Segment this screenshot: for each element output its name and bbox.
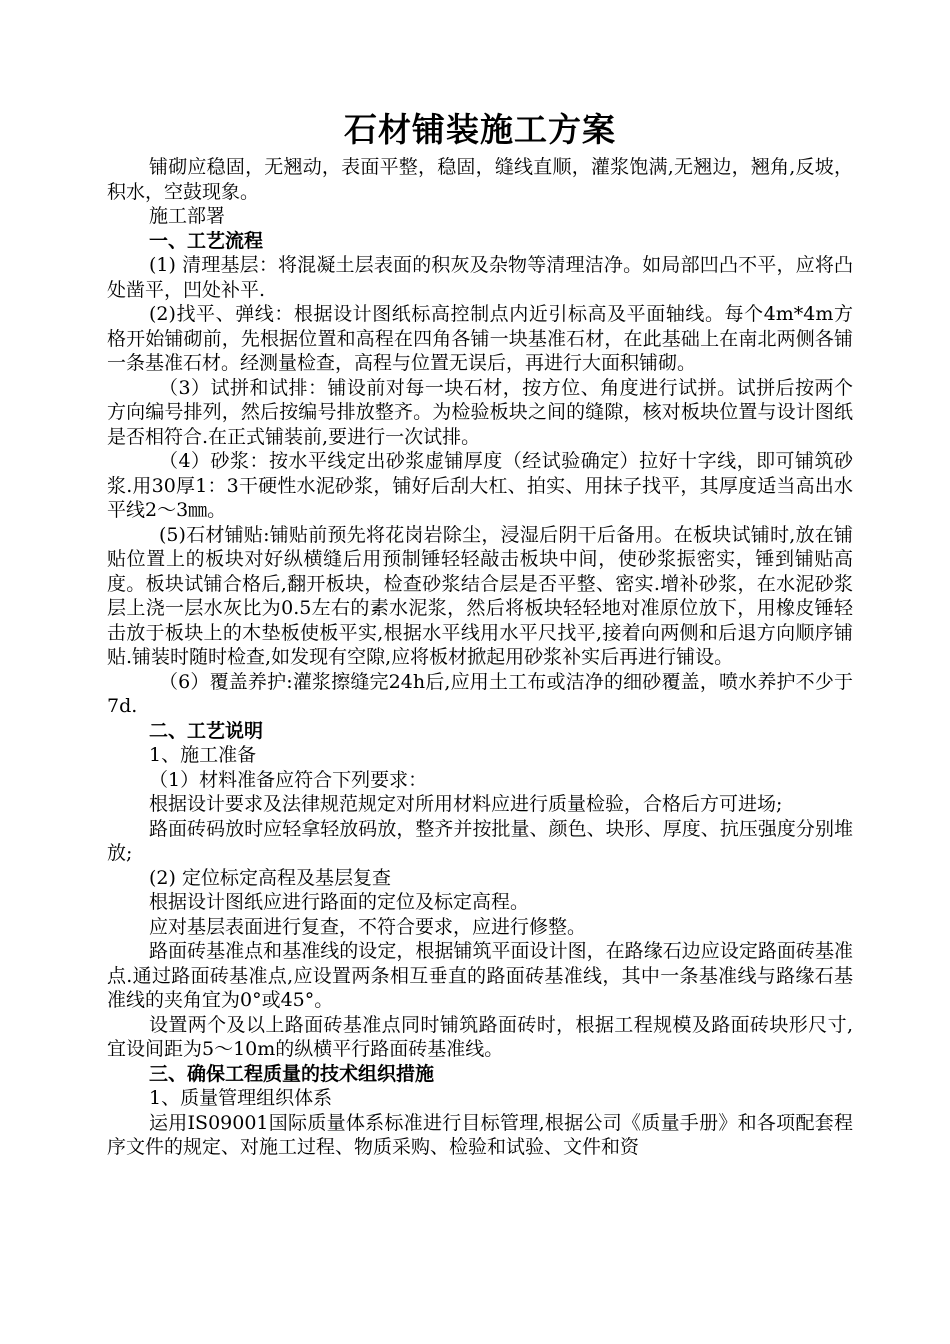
item-positioning: (2) 定位标定高程及基层复查 (149, 866, 391, 889)
subheading-quality-system: 1、质量管理组织体系 (149, 1087, 333, 1109)
item-material-preparation: （1）材料准备应符合下列要求： (149, 768, 428, 791)
paragraph-material-inspection: 根据设计要求及法律规范规定对所用材料应进行质量检验，合格后方可进场; (149, 793, 783, 815)
paragraph-stone-laying: (5)石材铺贴:铺贴前预先将花岗岩除尘，浸湿后阴干后备用。在板块试铺时,放在铺贴位置上的板块对好纵横缝后用预制锤轻轻敲击板块中间，使砂浆振密实，锤到铺贴高度。板块试铺合格后,翻开板块，检查砂浆结合层是否平整、密实.增补砂浆，在水泥砂浆层上浇一层水灰比为0.5左右的素水泥浆，然后将板块轻轻地对准原位放下，用橡皮锤轻击放于板块上的木垫板使板平实,根据水平线用水平尺找平,接着向两侧和后退方向顺序铺贴.铺装时随时检查,如发现有空隙,应将板材掀起用砂浆补实后再进行铺设。 (107, 523, 853, 668)
paragraph-clean-base: (1) 清理基层：将混凝土层表面的积灰及杂物等清理洁净。如局部凹凸不平，应将凸处凿平，凹处补平. (107, 254, 853, 301)
subheading-preparation: 1、施工准备 (149, 744, 257, 766)
intro-paragraph: 铺砌应稳固，无翘动，表面平整，稳固，缝线直顺，灌浆饱满,无翘边，翘角,反坡，积水，空鼓现象。 (107, 156, 853, 203)
paragraph-brick-stacking: 路面砖码放时应轻拿轻放码放，整齐并按批量、颜色、块形、厚度、抗压强度分别堆放; (107, 817, 853, 864)
heading-quality-measures: 三、确保工程质量的技术组织措施 (149, 1062, 435, 1085)
paragraph-datum-setting: 路面砖基准点和基准线的设定，根据铺筑平面设计图，在路缘石边应设定路面砖基准点.通过路面砖基准点,应设置两条相互垂直的路面砖基准线，其中一条基准线与路缘石基准线的夹角宜为0°或45°。 (107, 940, 853, 1011)
paragraph-base-recheck: 应对基层表面进行复查，不符合要求，应进行修整。 (149, 915, 587, 938)
paragraph-mortar: （4）砂浆：按水平线定出砂浆虚铺厚度（经试验确定）拉好十字线，即可铺筑砂浆.用30厚1：3干硬性水泥砂浆，铺好后刮大杠、拍实、用抹子找平，其厚度适当高出水平线2～3㎜。 (107, 450, 853, 521)
paragraph-leveling: (2)找平、弹线：根据设计图纸标高控制点内近引标高及平面轴线。每个4m*4m方格开始铺砌前，先根据位置和高程在四角各铺一块基准石材，在此基础上在南北两侧各铺一条基准石材。经测量检查，高程与位置无误后，再进行大面积铺砌。 (107, 303, 853, 374)
paragraph-positioning: 根据设计图纸应进行路面的定位及标定高程。 (149, 891, 530, 913)
document-title: 石材铺装施工方案 (344, 110, 616, 149)
paragraph-trial-layout: （3）试拼和试排：铺设前对每一块石材，按方位、角度进行试拼。试拼后按两个方向编号排列，然后按编号排放整齐。为检验板块之间的缝隙，核对板块位置与设计图纸是否相符合.在正式铺装前,要进行一次试排。 (107, 376, 853, 448)
heading-process-flow: 一、工艺流程 (149, 229, 264, 252)
paragraph-datum-spacing: 设置两个及以上路面砖基准点同时铺筑路面砖时，根据工程规模及路面砖块形尺寸,宜设间距为5～10m的纵横平行路面砖基准线。 (107, 1013, 853, 1060)
paragraph-iso9001: 运用IS09001国际质量体系标准进行目标管理,根据公司《质量手册》和各项配套程序文件的规定、对施工过程、物质采购、检验和试验、文件和资 (107, 1111, 853, 1158)
heading-process-notes: 二、工艺说明 (149, 719, 264, 742)
section-label-deployment: 施工部署 (149, 205, 226, 227)
paragraph-curing: （6）覆盖养护:灌浆擦缝完24h后,应用土工布或洁净的细砂覆盖，喷水养护不少于7d. (107, 670, 853, 717)
document-page (107, 108, 853, 1160)
